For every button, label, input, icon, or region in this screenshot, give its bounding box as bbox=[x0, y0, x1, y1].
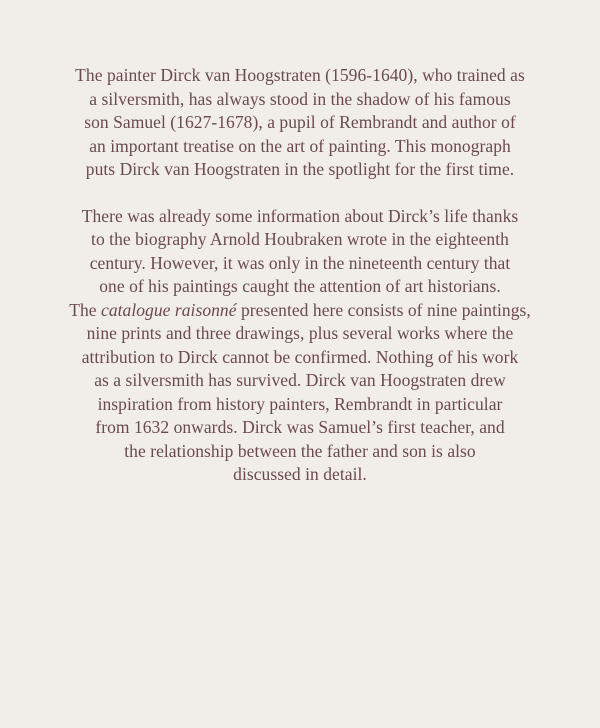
text-line bbox=[40, 88, 560, 112]
text-segment: inspiration from history painters, Rembrandt in particular bbox=[97, 393, 503, 414]
text-segment: presented here consists of nine paintings, bbox=[236, 299, 531, 320]
text-segment: There was already some information about Dirck’s life thanks bbox=[81, 205, 519, 226]
italic-term: catalogue raisonné bbox=[101, 299, 237, 320]
text-segment: century. However, it was only in the nineteenth century that bbox=[89, 252, 511, 273]
text-line bbox=[40, 205, 560, 229]
text-segment: one of his paintings caught the attention of art historians. bbox=[99, 276, 501, 296]
text-line bbox=[40, 393, 560, 417]
text-line bbox=[40, 369, 560, 393]
text-line bbox=[40, 135, 560, 159]
text-line bbox=[40, 158, 560, 182]
text-line bbox=[40, 228, 560, 252]
text-line bbox=[40, 111, 560, 135]
text-segment: discussed in detail. bbox=[233, 464, 367, 484]
text-segment: an important treatise on the art of painting. This monograph bbox=[89, 135, 511, 156]
text-segment: The bbox=[69, 299, 101, 320]
description-text bbox=[40, 64, 560, 487]
text-line bbox=[40, 463, 560, 487]
text-segment: a silversmith, has always stood in the shadow of his famous bbox=[89, 88, 511, 109]
text-line bbox=[40, 322, 560, 346]
text-segment: the relationship between the father and son is also bbox=[124, 440, 476, 461]
text-line bbox=[40, 252, 560, 276]
text-segment: to the biography Arnold Houbraken wrote in the eighteenth bbox=[91, 229, 509, 249]
text-segment: from 1632 onwards. Dirck was Samuel’s first teacher, and bbox=[95, 417, 505, 437]
text-line bbox=[40, 346, 560, 370]
text-line bbox=[40, 64, 560, 88]
text-line bbox=[40, 299, 560, 323]
text-segment: son Samuel (1627-1678), a pupil of Rembrandt and author of bbox=[84, 112, 516, 132]
text-segment: The painter Dirck van Hoogstraten (1596-1640), who trained as bbox=[75, 65, 525, 85]
text-segment: puts Dirck van Hoogstraten in the spotlight for the first time. bbox=[85, 159, 515, 179]
text-segment: nine prints and three drawings, plus several works where the bbox=[86, 323, 514, 343]
text-line bbox=[40, 440, 560, 464]
paragraph-2 bbox=[40, 205, 560, 487]
paragraph-1 bbox=[40, 64, 560, 182]
text-segment: attribution to Dirck cannot be confirmed. Nothing of his work bbox=[81, 346, 519, 367]
text-line bbox=[40, 416, 560, 440]
text-line bbox=[40, 275, 560, 299]
text-segment: as a silversmith has survived. Dirck van Hoogstraten drew bbox=[94, 370, 506, 390]
